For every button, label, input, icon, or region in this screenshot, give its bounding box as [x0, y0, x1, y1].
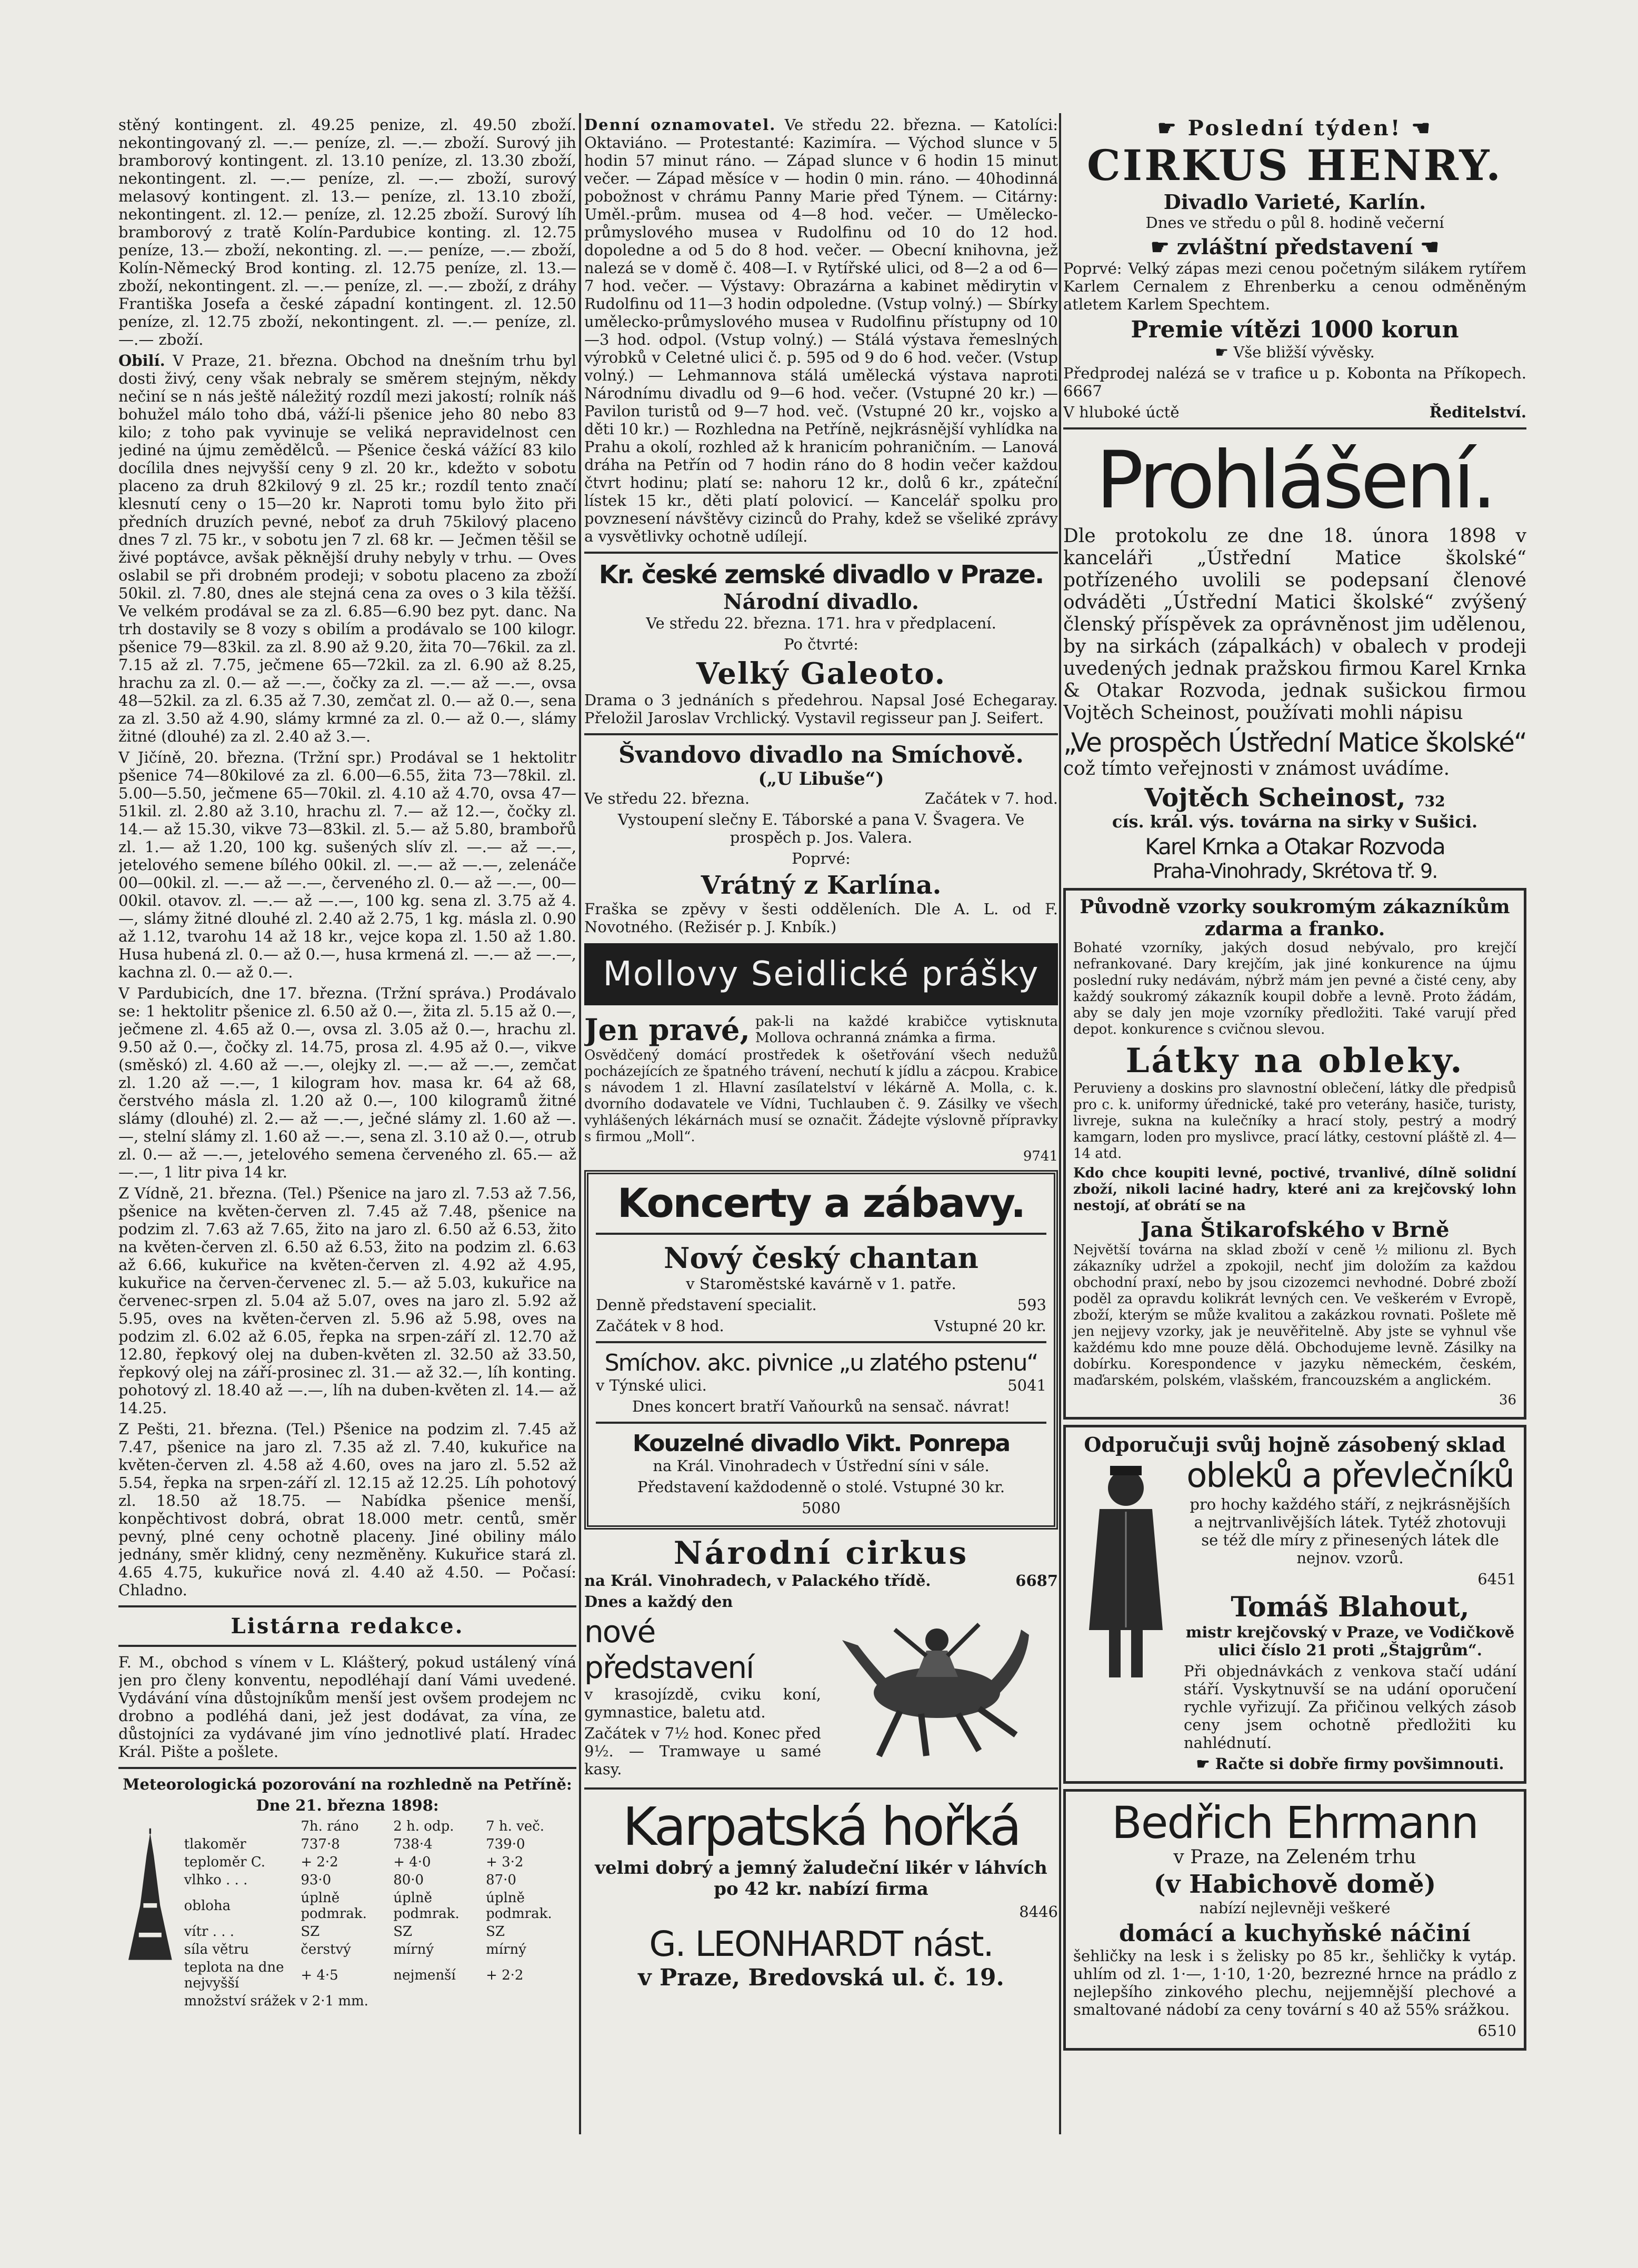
jen-prave-side: pak-li na každé krabičce vytisknuta Mollova ochranná známka a firma. — [755, 1014, 1058, 1046]
latky-title: Látky na obleky. — [1125, 1041, 1464, 1081]
karpatska-ad — [584, 1796, 1058, 1991]
meteo-value: + 4·0 — [393, 1854, 431, 1870]
cirkus-place-row — [584, 1572, 1058, 1590]
divider — [118, 1645, 576, 1647]
meteo-value: SZ — [393, 1924, 413, 1940]
kouzelne-number: 5080 — [802, 1499, 841, 1517]
theatre-next: Po čtvrté: — [784, 635, 858, 653]
blahout-ad — [1063, 1425, 1526, 1784]
predprodej — [1063, 364, 1526, 400]
meteo-value: SZ — [301, 1924, 320, 1940]
denni-text: Ve středu 22. března. — Katolíci: Oktaviáno. — Protestanté: Kazimíra. — Východ slunce v 5 hodin 57 minut ráno. — Západ slunce v 6 hodin 15 minut večer. — Západ měsíce v — hodin 0 min. ráno. — 40hodinná pobožnost v chrámu Panny Marie před Týnem. — Citárny: Uměl.-prům. musea od 4—8 hod. večer. — Umělecko-průmyslového musea v Rudolfinu od 10 do 12 hod. dopoledne a od 5 do 8 hod. večer. — Obecní knihovna, jež nalezá se v domě č. 408—I. v Rytířské ulici, od 8—2 a od 6—7 hod. večer. — Výstavy: Obrazárna a kabinet mědirytin v Rudolfinu od 11—3 hodin odpoledne. (Vstup volný.) — Sbírky umělecko-průmyslového musea v Rudolfinu přístupny od 10—3 hod. odpol. (Vstup volný.) — Stálá výstava řemeslných výrobků v Celetné ulici č. p. 595 od 9 do 6 hod. večer. (Vstup volný.) — Lehmannova stálá umělecká výstava naproti Národnímu divadlu od 9—6 hod. večer. (Vstupné 20 kr.) — Pavilon turistů od 9—7 hod. več. (Vstupné 20 kr., vojsko a děti 10 kr.) — Rozhledna na Petříně, nejkrásnější vyhlídka na Prahu a okolí, rozhled až k hranicím pohraničním. — Lanová dráha na Petřín od 7 hodin ráno do 8 hodin večer každou čtvrt hodinu; platí se: nahoru 12 kr., dolů 6 kr., zpáteční lístek 15 kr., děti platí polovicí. — Kancelář spolku pro povznesení návštěvy cizinců do Prahy, kdež se všeliké zprávy a vysvětlivky ochotně udílejí. — [584, 116, 1058, 545]
meteo-value: + 2·2 — [301, 1854, 338, 1870]
theatre-play: Velký Galeoto. — [696, 656, 946, 691]
svandovo-desc: Vystoupení slečny E. Táborské a pana V. Švagera. Ve prospěch p. Jos. Valera. — [617, 811, 1025, 846]
pointing-hand-icon: ☛ — [1157, 116, 1188, 141]
prospech-text: což tímto veřejnosti v známost uvádíme. — [1063, 758, 1450, 780]
meteo-label: teploměr C. — [184, 1854, 266, 1870]
meteo-label: vlhko . . . — [184, 1872, 248, 1888]
national-circus-ad — [584, 1535, 1058, 1781]
smichov-desc: Dnes koncert bratří Vaňourků na sensač. návrat! — [632, 1397, 1011, 1415]
ehrmann-text: šehličky na lesk i s želisky po 85 kr., šehličky k vytáp. uhlím od zl. 1·—, 1·10, 1·20, bezrezné hrnce na prádlo z nejlepšího zinkového plechu, nejjemnější plechové a smaltované nádobí za ceny tovární s 40 až 55% srážkou. — [1073, 1947, 1516, 2019]
chantan-place: v Staroměstské kavárně v 1. patře. — [686, 1275, 956, 1293]
meteo-header: 7h. ráno — [301, 1819, 359, 1834]
chantan-start-row — [596, 1317, 1046, 1335]
meteo-header: 2 h. odp. — [393, 1819, 454, 1834]
divider — [584, 552, 1058, 554]
odporucuji: Odporučuji svůj hojně zásobený sklad — [1084, 1433, 1506, 1456]
chantan-title: Nový český chantan — [664, 1241, 978, 1275]
cirkus-daily: Dnes a každý den — [584, 1593, 733, 1611]
chantan-start: Začátek v 8 hod. — [596, 1317, 724, 1335]
meteo-date: Dne 21. března 1898: — [256, 1796, 439, 1814]
obleku-text: pro hochy každého stáří, z nejkrásnějších a nejtrvanlivějších látek. Tytéž zhotovuji se též dle míry z přinesených látek dle nejnov. vzorů. — [1190, 1495, 1511, 1567]
prohlaseni-title: Prohlášení. — [1096, 435, 1494, 526]
meteo-row — [182, 1889, 576, 1923]
market-report-pardubice: V Pardubicích, dne 17. března. (Tržní správa.) Prodávalo se: 1 hektolitr pšenice zl. 6.50 až 0.—, žita zl. 5.15 až 0.—, ječmene zl. 4.65 až 0.—, ovsa zl. 3.05 až 0.—, hrachu zl. 9.50 až 0.—, čočky zl. 14.75, prosa zl. 4.95 až 0.—, vikve (směskó) zl. 4.60 až —.—, olejky zl. —.— až —.—, zemčat zl. 1.20 až —.—, 1 kilogram hov. masa kr. 64 až 68, čerstvého másla zl. 1.20 až 0.—, 100 kilogramů žitné slámy (dlouhé) zl. 2.— až —.—, ječné slámy zl. 1.60 až —.—, stelní slámy zl. 1.60 až —.—, sena zl. 3.10 až 0.—, otrub zl. 0.— až —.—, jetelového semena červeného zl. 65.— až —.—, 1 litr piva 14 kr. — [118, 984, 576, 1181]
meteo-value: úplně podmrak. — [486, 1890, 552, 1922]
meteo-row — [182, 1853, 576, 1871]
blahout-end — [1184, 1755, 1516, 1773]
prospech-title: „Ve prospěch Ústřední Matice školské“ — [1063, 727, 1526, 758]
meteo-row — [182, 1992, 576, 2010]
scheinost-name: Vojtěch Scheinost, — [1144, 783, 1406, 813]
divider — [596, 1422, 1046, 1424]
column-rule — [1059, 113, 1061, 2134]
pointing-hand-icon: ☚ — [1413, 235, 1440, 259]
column-rule — [579, 113, 581, 2134]
cirkus-number: 6687 — [1015, 1572, 1058, 1590]
meteo-value: úplně podmrak. — [301, 1890, 367, 1922]
ehrmann-address: v Praze, na Zeleném trhu — [1173, 1846, 1416, 1868]
pointing-hand-icon: ☛ — [1150, 235, 1177, 259]
ehrmann-ad — [1063, 1789, 1526, 2051]
chantan-line: Denně představení specialit. — [596, 1296, 817, 1314]
varite-time: Dnes ve středu o půl 8. hodině večerní — [1145, 214, 1444, 232]
denni-oznamovatel — [584, 116, 1058, 545]
moll-ad — [584, 1013, 1058, 1165]
cirkus-list: v krasojízdě, cviku koní, gymnastice, baletu atd. — [584, 1685, 821, 1721]
varite-title: Divadlo Varieté, Karlín. — [1163, 190, 1426, 214]
market-report-jicin: V Jičíně, 20. března. (Tržní spr.) Prodával se 1 hektolitr pšenice 74—80kilové za zl. 6.00—6.55, žita 73—78kil. zl. 5.00—5.50, ječmene 65—70kil. zl. 4.10 až 4.70, ovsa 47—51kil. zl. 2.80 až 3.10, hrachu zl. 7.— až 12.—, čočky zl. 14.— až 15.30, vikve 73—83kil. zl. 5.— až 5.80, brambořů zl. 1.— až 1.20, 100 kg. sušených slív zl. —.— až —.—, jetelového semene bílého 00kil. zl. —.— až —.—, zelenáče 00—00kil. zl. —.— až —.—, červeného zl. 0.— až —.—, 00—00kil. otavov. zl. —.— až —.—, 100 kg. sena zl. 3.75 až 4.—, slámy žitné dlouhé zl. 2.40 až 2.75, 1 kg. másla zl. 0.90 až 1.12, tvarohu 14 až 18 kr., vejce kopa zl. 1.50 až 1.80. Husa hubená zl. 0.— až 0.—, husa krmená zl. —.— až —.—, kachna zl. 0.— až 0.—. — [118, 748, 576, 981]
stikarofsky-ad — [1063, 888, 1526, 1420]
cirkus-place: na Král. Vinohradech, v Palackého třídě. — [584, 1572, 931, 1590]
predprodej-text: Předprodej nalézá se v trafice u p. Kobonta na Příkopech. — [1063, 364, 1526, 382]
meteo-value: nejmenší — [393, 1967, 456, 1983]
denni-title: Denní oznamovatel. — [584, 116, 776, 134]
divider — [596, 1233, 1046, 1235]
meteo-row — [182, 1959, 576, 1992]
smichov-number: 5041 — [1007, 1376, 1046, 1394]
column-market-reports — [118, 116, 576, 2142]
meteo-value: 80·0 — [393, 1872, 424, 1888]
prohlaseni-text: Dle protokolu ze dne 18. února 1898 v kanceláři „Ústřední Matice školské“ potřízeného uvolili se podepsaní členové odváděti „Ústřední Matici školské“ zvýšený členský příspěvek za oprávněnost jim udělenou, by na sirkách (zápalkách) v obalech v prodeji uvedených jednak pražskou firmou Karel Krnka & Otakar Rozvoda, jednak sušickou firmou Vojtěch Scheinost, používati mohli nápisu — [1063, 525, 1526, 724]
ehrmann-number: 6510 — [1477, 2022, 1516, 2040]
cirkus-new: nové představení — [584, 1614, 754, 1685]
smichov-place: v Týnské ulici. — [596, 1376, 707, 1394]
ehrmann-house: (v Habichově domě) — [1153, 1870, 1436, 1899]
predprodej-number: 6667 — [1063, 382, 1102, 400]
meteo-value: SZ — [486, 1924, 505, 1940]
divider — [584, 733, 1058, 735]
circus-rider-illustration — [821, 1593, 1042, 1766]
scheinost-sub: cís. král. výs. továrna na sirky v Sušici. — [1112, 812, 1478, 832]
meteo-value: 739·0 — [486, 1836, 525, 1852]
vzorky-title: Původně vzorky soukromým zákazníkům zdarma a franko. — [1080, 896, 1510, 940]
kouzelne-desc: Představení každodenně o stolé. Vstupné 30 kr. — [637, 1478, 1005, 1496]
stikarofsky-number: 36 — [1499, 1392, 1516, 1408]
chantan-line-row — [596, 1296, 1046, 1314]
meteo-note: množství srážek v 2·1 mm. — [184, 1993, 368, 2009]
leonhardt-name: G. LEONHARDT nást. — [649, 1924, 993, 1964]
jen-prave-title: Jen pravé, — [584, 1013, 750, 1047]
meteo-label: teplota na dne nejvyšší — [184, 1960, 284, 1991]
meteo-value: mírný — [393, 1942, 434, 1957]
meteo-label: obloha — [184, 1898, 231, 1914]
concerts-box — [584, 1170, 1058, 1530]
respect: V hluboké úctě — [1063, 403, 1180, 421]
meteo-label: vítr . . . — [184, 1924, 235, 1940]
meteo-row — [182, 1923, 576, 1941]
obili-text: V Praze, 21. března. Obchod na dnešním trhu byl dosti živý, ceny však nebraly se směrem stejným, někdy nečiní se n nás ještě náležitý rozdíl mezi jakostí; rolník náš bohužel málo toho dbá, váží-li pšenice jeho 80 nebo 83 kilo; z toho pak vyvinuje se veliká nepravidelnost cen jediné na újmu zemědělců. — Pšenice česká vážící 83 kilo docílila dnes nejvyšší ceny 9 zl. 20 kr., kdežto v sobotu placeno za druh 82kilový 9 zl. 25 kr.; rozdíl tento značí klesnutí ceny o 15—20 kr. Naproti tomu bylo žito při předních druzích pevné, neboť za druh 75kilový placeno dnes 7 zl. 75 kr., v sobotu jen 7 zl. 68 kr. — Ječmen těšil se živé poptávce, avšak pěknější druhy nebyly v trhu. — Oves oslabil se při drobném prodeji; v sobotu placeno za zboží 50kil. zl. 7.80, dnes ale stejná cena za oves o 3 kila těžší. Ve velkém prodával se za zl. 6.85—6.90 bez pyt. danc. Na trh dostavily se 8 vozy s obilím a prodávalo se 100 kilogr. pšenice 79—83kil. za zl. 8.90 až 9.20, žita 70—76kil. za zl. 7.15 až zl. 7.75, ječmene 65—72kil. za zl. 6.90 až 8.25, hrachu za zl. 0.— až —.—, čočky za zl. —.— až —.—, ovsa 48—52kil. za zl. 6.35 až 7.30, zemčat zl. 0.— až 0.—, sena za zl. 3.50 až 4.90, slámy krmné za zl. 0.— až 0.—, slámy žitné (dlouhé) za zl. 2.40 až 3.—. — [118, 352, 576, 745]
vyvesky — [1063, 343, 1526, 361]
meteo-block — [118, 1817, 576, 2010]
koncerty-title: Koncerty a zábavy. — [617, 1180, 1025, 1226]
listarna-title: Listárna redakce. — [231, 1614, 464, 1638]
meteo-value: 737·8 — [301, 1836, 340, 1852]
divider — [1063, 427, 1526, 429]
obili-title: Obilí. — [118, 352, 165, 369]
blahout-end-text: Račte si dobře firmy povšimnouti. — [1215, 1755, 1504, 1773]
theatre-national — [584, 560, 1058, 727]
meteo-value: čerstvý — [301, 1942, 351, 1957]
meteo-label: síla větru — [184, 1942, 249, 1957]
meteo-value: + 2·2 — [486, 1967, 524, 1983]
krnka-name: Karel Krnka a Otakar Rozvoda — [1145, 834, 1445, 860]
kouzelne-title: Kouzelné divadlo Vikt. Ponrepa — [632, 1430, 1010, 1457]
latky-text: Peruvieny a doskins pro slavnostní oblečení, látky dle předpisů pro c. k. uniformy úřednické, také pro veterány, hasiče, turisty, livreje, sukna na kulečníky a hrací stoly, pestrý a modrý kamgarn, loden pro myslivce, prací látky, cestovní pláště zl. 4—14 atd. — [1073, 1081, 1516, 1162]
jen-prave-number: 9741 — [1023, 1148, 1058, 1164]
cirkus-title: Národní cirkus — [673, 1535, 969, 1572]
stikarofsky-text: Největší továrna na sklad zboží v ceně ½ milionu zl. Bych zákazníky udržel a zpokojil, nechť jim doložím za každou obchodní praxí, nebo by jsou cizozemci nevhodné. Dobré zboží poděl za opravdu kolikrát levných cen. Ve veškerém v Evropě, zboží, kterým se může kvalitou a zakázkou rovnati. Pošlete mě jen nejjevy vzorky, jak je neuvěřitelně. Aby jste se vyhnul vše každému kdo mne pouze dělá. Obchodujeme levně. Zásilky na dobírku. Korespondence v jazyku německém, českém, maďarském, polském, vlašském, francouzském a anglickém. — [1073, 1242, 1516, 1388]
meteo-header: 7 h. več. — [486, 1819, 545, 1834]
smichov-title: Smíchov. akc. pivnice „u zlatého pstenu“ — [604, 1350, 1038, 1376]
meteo-label: tlakoměr — [184, 1836, 246, 1852]
premie: Premie vítězi 1000 korun — [1131, 316, 1459, 343]
pointing-hand-icon: ☛ — [1215, 343, 1234, 361]
pointing-hand-icon: ☛ — [1196, 1755, 1215, 1773]
meteo-header-row — [182, 1817, 576, 1835]
market-report-prague — [118, 352, 576, 745]
obleku-title: obleků a převlečníků — [1186, 1456, 1514, 1495]
meteo-row — [182, 1871, 576, 1889]
cirkus-henry-title: CIRKUS HENRY. — [1086, 141, 1503, 190]
pointing-hand-icon: ☚ — [1402, 116, 1433, 141]
jen-prave-text: Osvědčený domácí prostředek k ošetřování všech nedužů pocházejících ze špatného trávení, nechutí k jídlu a zácpou. Krabice s návodem 1 zl. Hlavní zasílatelství v lékárně A. Molla, c. k. dvorního dodavatele ve Vídni, Tuchlauben č. 9. Zásilky ve všech vyhlášených lékárnách musí se označit. Žádejte výslovně přípravky s firmou „Moll“. — [584, 1047, 1058, 1145]
meteo-value: mírný — [486, 1942, 526, 1957]
theatre-date: Ve středu 22. března. 171. hra v předplacení. — [646, 614, 996, 632]
petrin-tower-icon — [118, 1817, 182, 1975]
svandovo-date: Ve středu 22. března. — [584, 790, 750, 807]
cirkus-henry-ad — [1063, 116, 1526, 421]
prohlaseni-ad — [1063, 436, 1526, 883]
theatre-title: Kr. české zemské divadlo v Praze. — [598, 560, 1044, 590]
divider — [584, 1787, 1058, 1790]
vyvesky-text: Vše bližší vývěsky. — [1233, 343, 1375, 361]
cirkus-start: Začátek v 7½ hod. Konec před 9½. — Tramwaye u samé kasy. — [584, 1724, 821, 1778]
svandovo-subtitle: („U Libuše“) — [758, 768, 884, 790]
listarna-text: F. M., obchod s vínem v L. Klášterý, pokud ustálený víná jen pro členy konventu, nepodléhají daní Vámi uvedené. Vydávání vína důstojníkům menší jest ovšem prodejem nc drobno a podléhá dani, jež jest dodávat, za vína, ze důstojníci za vydávané jim víno jednotlivé platí. Hradec Král. Pište a pošlete. — [118, 1653, 576, 1761]
karpatska-text: velmi dobrý a jemný žaludeční likér v láhvích po 42 kr. nabízí firma — [595, 1857, 1047, 1900]
svandovo-play: Vrátný z Karlína. — [701, 871, 942, 900]
chantan-number: 593 — [1017, 1296, 1046, 1314]
theatre-desc: Drama o 3 jednáních s předehrou. Napsal José Echegaray. Přeložil Jaroslav Vrchlický. Vystavil regisseur pan J. Seifert. — [584, 691, 1058, 727]
smichov-place-row — [596, 1376, 1046, 1394]
meteo-value: + 4·5 — [301, 1967, 338, 1983]
obleku-number: 6451 — [1477, 1570, 1516, 1588]
meteo-value: úplně podmrak. — [393, 1890, 460, 1922]
signoff-row — [1063, 403, 1526, 421]
ehrmann-offer: nabízí nejlevněji veškeré — [1199, 1899, 1391, 1917]
leonhardt-address: v Praze, Bredovská ul. č. 19. — [638, 1964, 1004, 1991]
mollovy-banner: Mollovy Seidlické prášky — [584, 943, 1058, 1005]
theatre-subtitle: Národní divadlo. — [723, 590, 919, 614]
karpatska-title: Karpatská hořká — [622, 1796, 1020, 1857]
karpatska-number: 8446 — [1019, 1903, 1058, 1921]
meteo-value: 93·0 — [301, 1872, 332, 1888]
divider — [118, 1767, 576, 1769]
special-show-text: zvláštní představení — [1176, 235, 1413, 259]
scheinost-number: 732 — [1414, 793, 1445, 810]
last-week — [1063, 116, 1526, 141]
blahout-address: mistr krejčovský v Praze, ve Vodičkově ulici číslo 21 proti „Štajgrům“. — [1185, 1623, 1515, 1659]
svandovo-play-desc: Fraška se zpěvy v šesti odděleních. Dle A. L. od F. Novotného. (Režisér p. J. Knbík.) — [584, 900, 1058, 936]
theatre-svandovo — [584, 742, 1058, 936]
last-week-text: Poslední týden! — [1187, 116, 1402, 141]
market-report-vienna: Z Vídně, 21. března. (Tel.) Pšenice na jaro zl. 7.53 až 7.56, pšenice na květen-červen zl. 7.45 až 7.48, pšenice na podzim zl. 7.63 až 7.65, žito na jaro zl. 6.50 až 6.53, žito na květen-červen zl. 6.50 až 6.53, žito na podzim zl. 6.63 až 6.66, kukuřice na květen-červen zl. 4.92 až 4.95, kukuřice na červen-červenec zl. 5.— až 5.03, kukuřice na červenec-srpen zl. 5.04 až 5.07, oves na jaro zl. 5.92 až 5.95, oves na květen-červen zl. 5.96 až 5.98, oves na podzim zl. 6.02 až 6.05, řepka na srpen-září zl. 12.70 až 12.80, řepkový olej na duben-květen zl. 32.50 až 33.50, řepkový olej na září-prosinec zl. 31.— až 32.—, líh konting. pohotový zl. 18.40 až —.—, líh na duben-květen zl. 14.— až 14.25. — [118, 1184, 576, 1417]
meteo-value: 87·0 — [486, 1872, 516, 1888]
column-advertisements — [1063, 116, 1526, 2142]
boy-in-coat-illustration — [1073, 1456, 1178, 1688]
ehrmann-name: Bedřich Ehrmann — [1112, 1797, 1478, 1849]
blahout-name: Tomáš Blahout, — [1231, 1591, 1470, 1623]
kouzelne-place: na Král. Vinohradech v Ústřední síni v sále. — [653, 1457, 990, 1475]
svandovo-title: Švandovo divadlo na Smíchově. — [618, 742, 1024, 768]
chantan-price: Vstupné 20 kr. — [934, 1317, 1046, 1335]
ehrmann-goods: domácí a kuchyňské náčiní — [1119, 1920, 1471, 1947]
meteo-row — [182, 1835, 576, 1853]
svandovo-date-row — [584, 790, 1058, 807]
special-show — [1063, 235, 1526, 259]
blahout-text: Při objednávkách z venkova stačí udání stáří. Vyskytnuvší se na udání oporučení rychle vyřizují. Za přičinou velkých zásob ceny jsem ochotně předložiti ku nahlédnutí. — [1184, 1662, 1516, 1752]
divider — [118, 1605, 576, 1607]
special-desc: Poprvé: Velký zápas mezi cenou početným silákem rytířem Karlem Cernalem z Ehrenberku a cenou odměněným atletem Karlem Spechtem. — [1063, 259, 1526, 313]
vzorky-text: Bohaté vzorníky, jakých dosud nebývalo, pro krejčí nefrankované. Dary krejčím, jak jiné konkurence na újmu poslední ruky nedávám, nýbrž mám jen pevné a čisté ceny, aby každý soukromý zákazník koupil dobře a levně. Proto žádám, aby se daly jen moje vzorníky předložiti. Také varují před depot. konkurence s cvičnou slevou. — [1073, 940, 1516, 1037]
meteo-title: Meteorologická pozorování na rozhledně na Petříně: — [123, 1775, 572, 1793]
svandovo-first: Poprvé: — [792, 850, 851, 867]
scheinost-line — [1063, 783, 1526, 813]
latky-text-2: Kdo chce koupiti levné, poctivé, trvanlivé, dílně solidní zboží, nikoli laciné hadry, které ani za krejčovský lohn nestojí, ať obrátí se na — [1073, 1165, 1516, 1214]
svandovo-start: Začátek v 7. hod. — [925, 790, 1058, 807]
meteo-table — [182, 1817, 576, 2010]
meteo-value: + 3·2 — [486, 1854, 524, 1870]
stikarofsky-name: Jana Štikarofského v Brně — [1140, 1217, 1450, 1242]
column-entertainment — [584, 116, 1058, 2142]
krnka-address: Praha-Vinohrady, Skrétova tř. 9. — [1152, 860, 1437, 883]
meteo-row — [182, 1941, 576, 1959]
market-report-pest: Z Pešti, 21. března. (Tel.) Pšenice na podzim zl. 7.45 až 7.47, pšenice na jaro zl. 7.35 až zl. 7.40, kukuřice na květen-červen zl. 4.58 až 4.60, oves na jaro zl. 5.52 až 5.54, řepka na srpen-září zl. 12.15 až 12.25. Líh pohotový zl. 18.50 až 18.75. — Nabídka pšenice menší, konpěchtivost dobrá, obrat 18.000 metr. centů, směr pevný, plné ceny ochotně placeny. Jiné obiliny málo jednány, směr klidný, ceny nezměněny. Kukuřice stará zl. 4.65 4.75, kukuřice nová zl. 4.40 až 4.50. — Počasí: Chladno. — [118, 1420, 576, 1599]
divider — [596, 1341, 1046, 1343]
reditelstvi: Ředitelství. — [1429, 403, 1526, 421]
market-report-top: stěný kontingent. zl. 49.25 penize, zl. 49.50 zboží. nekontingovaný zl. —.— peníze, zl. —.— zboží. Surový jih bramborový kontingent. zl. 13.10 peníze, zl. 13.30 zboží, nekontingent. zl. —.— peníze, zl. —.— zboží, surový melasový kontingent. zl. 13.— peníze, zl. 13.10 zboží, nekontingent. zl. 12.— peníze, zl. 12.25 zboží. Surový líh bramborový z tratě Kolín-Pardubice konting. zl. 12.75 peníze, 13.— zboží, nekonting. zl. —.— peníze, —.— zboží, Kolín-Německý Brod konting. zl. 12.75 peníze, zl. 13.— zboží, nekontingent. zl. —.— peníze, zl. —.— zboží, z dráhy Františka Josefa a české západní kontingent. zl. 12.50 peníze, zl. 12.75 zboží, nekontingent. zl. —.— peníze, zl. —.— zboží. — [118, 116, 576, 348]
meteo-value: 738·4 — [393, 1836, 433, 1852]
